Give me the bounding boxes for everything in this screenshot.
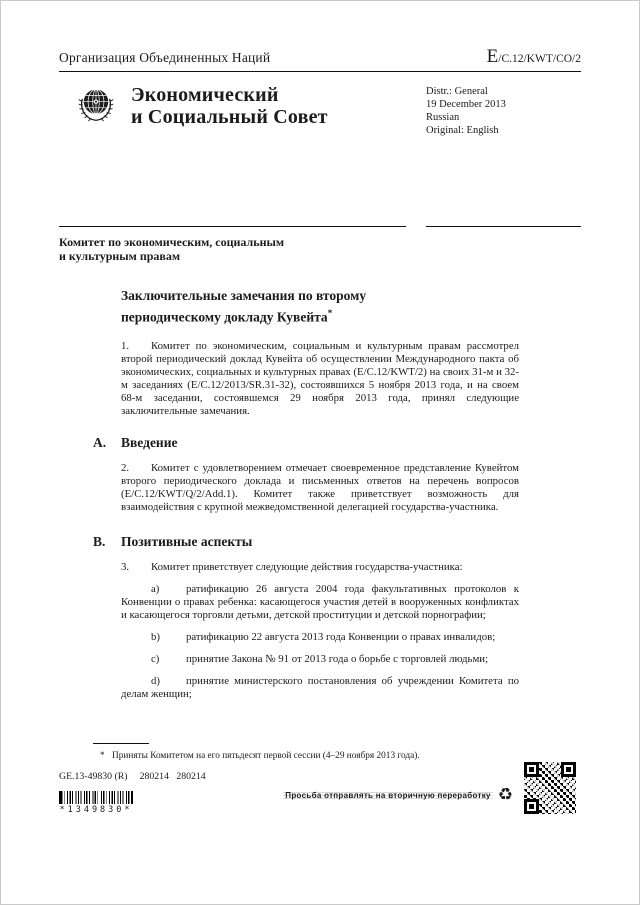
- list-item-text: принятие Закона № 91 от 2013 года о борьбе с торговлей людьми;: [186, 652, 489, 665]
- committee-line2: и культурным правам: [59, 248, 181, 263]
- barcode: [59, 791, 133, 815]
- qr-code: [521, 759, 579, 817]
- distr-line: Distr.: General: [426, 86, 488, 97]
- paragraph-number: 2.: [121, 461, 130, 474]
- title-footnote-marker: *: [327, 309, 333, 319]
- distribution-block: [426, 82, 581, 142]
- doc-symbol-series: E: [486, 46, 499, 67]
- paragraph-number: 1.: [121, 339, 130, 352]
- committee-heading: [59, 236, 581, 263]
- recycle-icon: ♻: [497, 785, 513, 805]
- council-title-line2: и Социальный Совет: [131, 106, 328, 129]
- list-item: [121, 653, 519, 666]
- footnote: [100, 751, 519, 763]
- list-item-text: ратификацию 22 августа 2013 года Конвенции о правах инвалидов;: [186, 630, 496, 643]
- qr-finder-bottom-left: [524, 799, 539, 814]
- qr-finder-top-left: [524, 762, 539, 777]
- masthead: [59, 82, 581, 142]
- footnote-text: Приняты Комитетом на его пятьдесят первой сессии (4–29 ноября 2013 года).: [112, 751, 420, 761]
- ge-number-line: [59, 771, 206, 782]
- section-title: Введение: [121, 434, 178, 450]
- ge-dates: 280214 280214: [139, 771, 206, 782]
- qr-finder-top-right: [561, 762, 576, 777]
- masthead-rule: [59, 226, 581, 227]
- doc-symbol: [487, 47, 581, 66]
- paragraph-2: [121, 462, 519, 514]
- barcode-bars: [59, 791, 133, 804]
- committee-line1: Комитет по экономическим, социальным: [59, 235, 285, 249]
- paragraph-text: Комитет по экономическим, социальным и культурным правам рассмотрел второй периодический доклад Кувейта об осуществлении Международного пакта об экономических, социальных и культурных правах (E/C.12/KWT/2) на своих 31-м и 32-м заседаниях (E/C.12/2013/SR.31-32), состоявшихся 5 ноября 2013 года, и на своем 68-м заседании, состоявшемся 29 ноября 2013 года, принял следующие заключительные замечания.: [121, 339, 519, 417]
- header-rule: [59, 71, 581, 72]
- section-heading-a: [93, 434, 519, 451]
- list-item: [121, 675, 519, 701]
- document-title-line2: [121, 305, 519, 327]
- masthead-rule-right: [426, 226, 581, 227]
- list-item-letter: b): [151, 630, 160, 643]
- distr-original: Original: English: [426, 124, 499, 136]
- un-emblem-icon: [73, 82, 119, 130]
- section-title: Позитивные аспекты: [121, 533, 253, 549]
- list-item-text: принятие министерского постановления об учреждении Комитета по делам женщин;: [121, 674, 519, 700]
- section-heading-b: [93, 533, 519, 550]
- council-title: [131, 84, 426, 129]
- list-item-letter: a): [151, 582, 160, 595]
- header-row: [59, 47, 581, 71]
- recycle-text: Просьба отправлять на вторичную переработку: [285, 791, 491, 800]
- doc-symbol-rest: /C.12/KWT/CO/2: [498, 53, 581, 65]
- council-title-block: [131, 82, 426, 142]
- document-title-line1: Заключительные замечания по второму: [121, 288, 367, 303]
- document-body: [93, 287, 519, 701]
- distr-language: Russian: [426, 111, 460, 123]
- paragraph-text: Комитет приветствует следующие действия государства-участника:: [151, 560, 463, 573]
- section-letter: B.: [93, 533, 106, 549]
- org-name: Организация Объединенных Наций: [59, 50, 271, 65]
- list-item-letter: c): [151, 652, 160, 665]
- paragraph-1: [121, 340, 519, 418]
- list-item-letter: d): [151, 674, 160, 687]
- section-letter: A.: [93, 434, 107, 450]
- council-title-line1: Экономический: [131, 84, 279, 106]
- paragraph-number: 3.: [121, 560, 130, 573]
- list-item: [121, 631, 519, 644]
- recycle-notice: [283, 787, 513, 804]
- list-item: [121, 583, 519, 622]
- barcode-text: *1349830*: [59, 805, 133, 815]
- document-title: [121, 287, 519, 327]
- footnote-marker: *: [100, 751, 105, 761]
- distr-date: 19 December 2013: [426, 98, 506, 110]
- document-title-line2-text: периодическому докладу Кувейта: [121, 309, 328, 325]
- footnote-separator: [93, 743, 149, 744]
- paragraph-text: Комитет с удовлетворением отмечает своевременное представление Кувейтом второго периодического доклада и письменных ответов на перечень вопросов (E/C.12/KWT/Q/2/Add.1). Комитет также приветствует возможность для взаимодействия с крупной межведомственной делегацией государства-участника.: [121, 461, 519, 513]
- paragraph-3: [121, 561, 519, 574]
- list-item-text: ратификацию 26 августа 2004 года факультативных протоколов к Конвенции о правах ребенка: касающегося участия детей в вооруженных конфликтах и касающегося торговли детьми, детской проституции и детской порнографии;: [121, 582, 519, 621]
- ge-number: GE.13-49830 (R): [59, 771, 128, 782]
- masthead-rule-left: [59, 226, 406, 227]
